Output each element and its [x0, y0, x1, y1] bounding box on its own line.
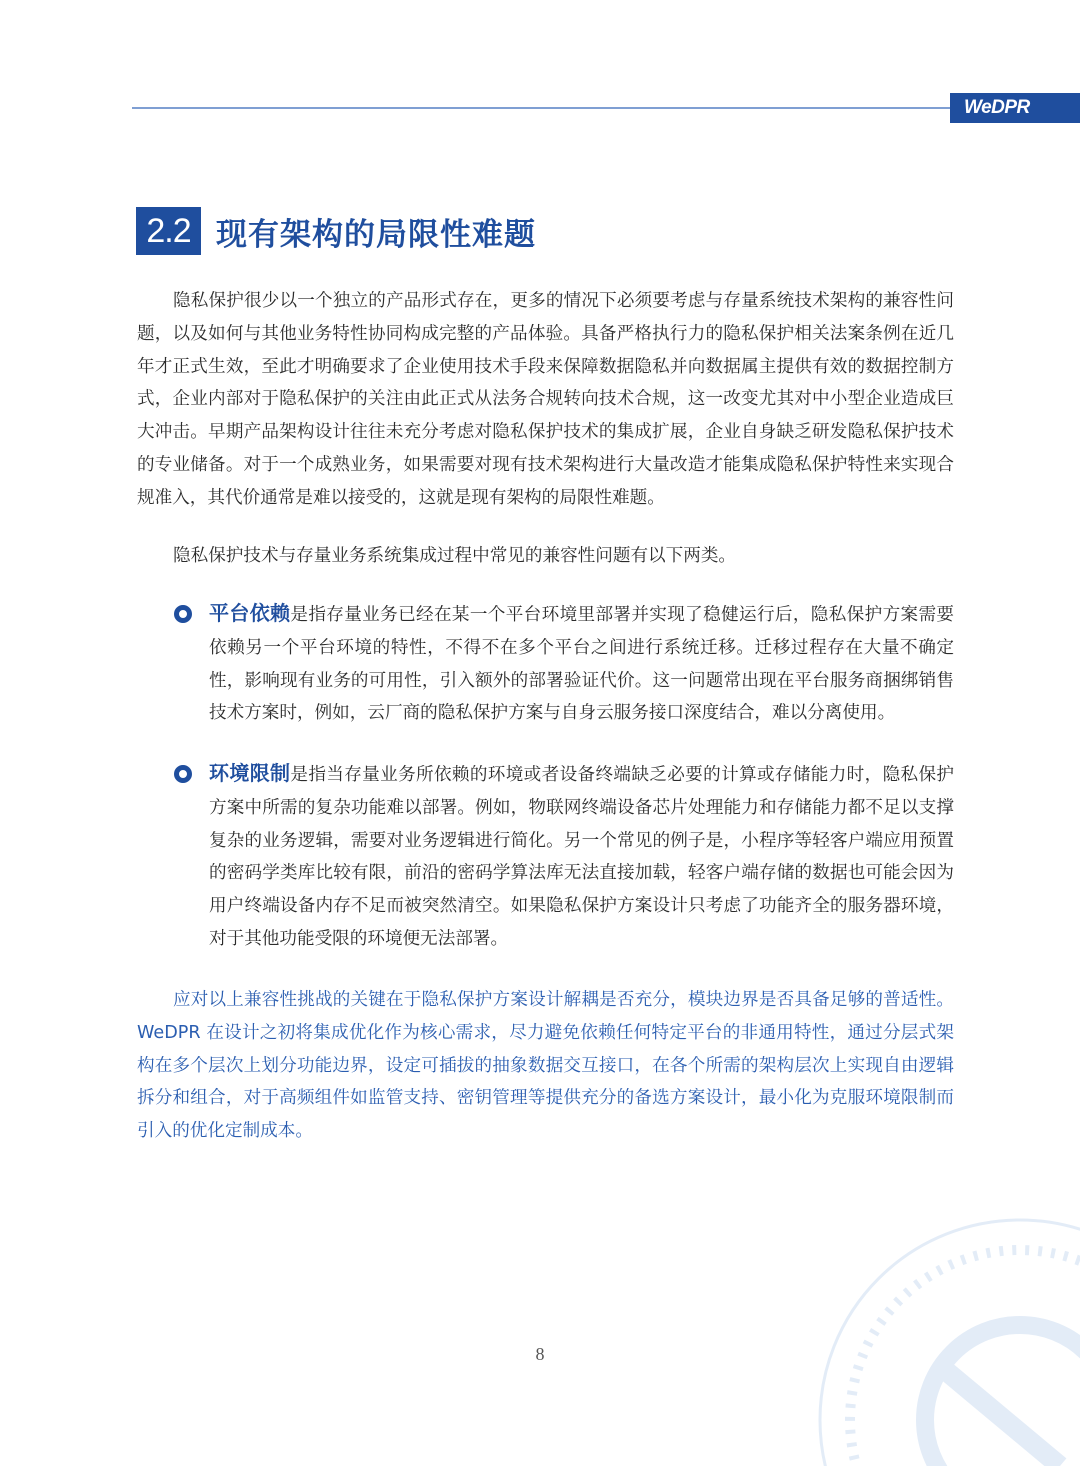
bullet-ring-icon	[174, 605, 192, 623]
brand-logo: WeDPR	[964, 97, 1030, 118]
bullet-item-environment-limit	[174, 757, 954, 956]
intro-paragraph: 隐私保护很少以一个独立的产品形式存在，更多的情况下必须要考虑与存量系统技术架构的兼容性问题，以及如何与其他业务特性协同构成完整的产品体验。具备严格执行力的隐私保护相关法案条例在近几年才正式生效，至此才明确要求了企业使用技术手段来保障数据隐私并向数据属主提供有效的数据控制方式，企业内部对于隐私保护的关注由此正式从法务合规转向技术合规，这一改变尤其对中小型企业造成巨大冲击。早期产品架构设计往往未充分考虑对隐私保护技术的集成扩展，企业自身缺乏研发隐私保护技术的专业储备。对于一个成熟业务，如果需要对现有技术架构进行大量改造才能集成隐私保护特性来实现合规准入，其代价通常是难以接受的，这就是现有架构的局限性难题。	[137, 291, 954, 508]
bullet-term: 平台依赖	[209, 601, 291, 625]
section-number: 2.2	[136, 207, 201, 255]
bullet-item-platform-dependency	[174, 597, 954, 730]
bullet-description: 是指存量业务已经在某一个平台环境里部署并实现了稳健运行后，隐私保护方案需要依赖另一个平台环境的特性，不得不在多个平台之间进行系统迁移。迁移过程存在大量不确定性，影响现有业务的可用性，引入额外的部署验证代价。这一问题常出现在平台服务商捆绑销售技术方案时，例如，云厂商的隐私保护方案与自身云服务接口深度结合，难以分离使用。	[209, 605, 954, 724]
bullet-body	[209, 757, 954, 956]
bullet-description: 是指当存量业务所依赖的环境或者设备终端缺乏必要的计算或存储能力时，隐私保护方案中所需的复杂功能难以部署。例如，物联网终端设备芯片处理能力和存储能力都不足以支撑复杂的业务逻辑，需要对业务逻辑进行简化。另一个常见的例子是，小程序等轻客户端应用预置的密码学类库比较有限，前沿的密码学算法库无法直接加载，轻客户端存储的数据也可能会因为用户终端设备内存不足而被突然清空。如果隐私保护方案设计只考虑了功能齐全的服务器环境，对于其他功能受限的环境便无法部署。	[209, 765, 954, 949]
header-rule	[132, 107, 950, 109]
conclusion-paragraph: 应对以上兼容性挑战的关键在于隐私保护方案设计解耦是否充分，模块边界是否具备足够的普适性。WeDPR 在设计之初将集成优化作为核心需求，尽力避免依赖任何特定平台的非通用特性，通过分层式架构在多个层次上划分功能边界，设定可插拔的抽象数据交互接口，在各个所需的架构层次上实现自由逻辑拆分和组合，对于高频组件如监管支持、密钥管理等提供充分的备选方案设计，最小化为克服环境限制而引入的优化定制成本。	[137, 990, 954, 1142]
section-title: 现有架构的局限性难题	[216, 216, 536, 253]
section-heading	[136, 207, 536, 255]
bullet-ring-icon	[174, 765, 192, 783]
page-number: 8	[535, 1344, 545, 1364]
bullet-term: 环境限制	[209, 761, 291, 785]
brand-badge	[950, 93, 1080, 123]
bullet-body	[209, 597, 954, 730]
lead-paragraph: 隐私保护技术与存量业务系统集成过程中常见的兼容性问题有以下两类。	[173, 546, 737, 566]
